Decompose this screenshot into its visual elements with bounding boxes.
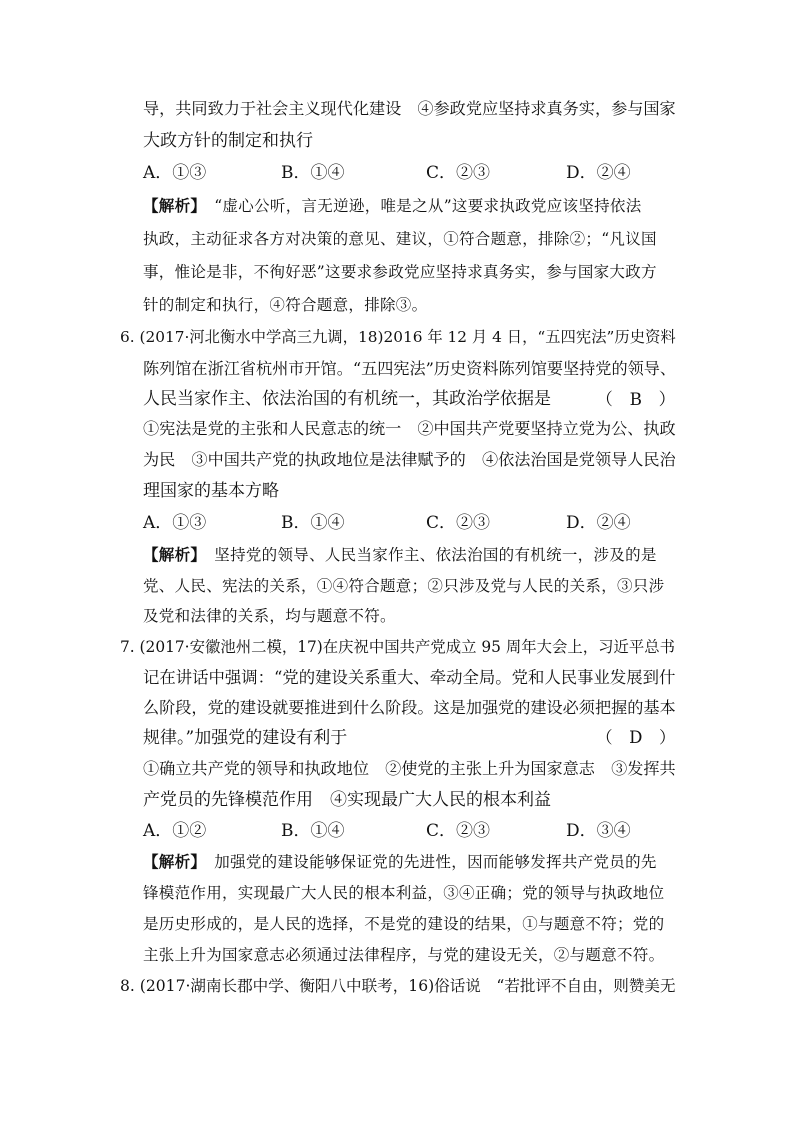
q6-explanation-line: 党、人民、宪法的关系，①④符合题意；②只涉及党与人民的关系，③只涉 — [143, 577, 665, 595]
q7-stem-line: 记在讲话中强调：“党的建设关系重大、牵动全局。党和人民事业发展到什 — [143, 668, 676, 687]
q5-stem-line: 导，共同致力于社会主义现代化建设 ④参政党应坚持求真务实，参与国家 — [143, 99, 676, 118]
q6-stem-line: 陈列馆在浙江省杭州市开馆。“五四宪法”历史资料陈列馆要坚持党的领导、 — [143, 359, 677, 378]
q8-stem-line: 8. (2017·湖南长郡中学、衡阳八中联考，16)俗话说 “若批评不自由，则赞美无 — [120, 977, 676, 995]
option-c: C．②③ — [426, 821, 491, 841]
q7-stem-line: 么阶段，党的建设就要推进到什么阶段。这是加强党的建设必须把握的基本 — [143, 698, 676, 717]
q5-stem-line: 大政方针的制定和执行 — [143, 131, 313, 151]
q6-answer: （ B ） — [596, 389, 676, 409]
option-d: D．②④ — [566, 513, 631, 533]
explanation-tag: 【解析】 — [143, 852, 199, 871]
q7-stem-line: ①确立共产党的领导和执政地位 ②使党的主张上升为国家意志 ③发挥共 — [143, 759, 676, 778]
q7-stem-line: 规律。”加强党的建设有利于 — [143, 728, 348, 748]
option-a: A．①③ — [143, 163, 207, 183]
q6-stem-line: 人民当家作主、依法治国的有机统一，其政治学依据是 — [143, 389, 551, 409]
option-c: C．②③ — [426, 163, 491, 183]
q7-explanation-line — [143, 851, 657, 873]
explanation-text: 坚持党的领导、人民当家作主、依法治国的有机统一，涉及的是 — [214, 546, 657, 564]
q5-explanation-line — [143, 195, 642, 217]
option-b: B．①④ — [281, 163, 345, 183]
q7-explanation-line: 锋模范作用，实现最广大人民的根本利益，③④正确；党的领导与执政地位 — [143, 884, 665, 902]
q7-explanation-line: 主张上升为国家意志必须通过法律程序，与党的建设无关，②与题意不符。 — [143, 946, 665, 964]
q6-stem-line: 理国家的基本方略 — [143, 481, 279, 501]
q7-stem-line: 7. (2017·安徽池州二模，17)在庆祝中国共产党成立 95 周年大会上，习近平总书 — [120, 638, 675, 656]
q5-explanation-line: 针的制定和执行，④符合题意，排除③。 — [143, 296, 428, 314]
q7-answer: （ D ） — [596, 728, 676, 747]
q6-options — [143, 512, 663, 534]
option-a: A．①③ — [143, 513, 207, 533]
q6-explanation-line — [143, 544, 657, 566]
q6-stem-line: 为民 ③中国共产党的执政地位是法律赋予的 ④依法治国是党领导人民治 — [143, 450, 676, 469]
option-c: C．②③ — [426, 513, 491, 533]
explanation-tag: 【解析】 — [143, 545, 199, 564]
option-b: B．①④ — [281, 821, 345, 841]
q5-explanation-line: 执政，主动征求各方对决策的意见、建议，①符合题意，排除②；“凡议国 — [143, 230, 657, 248]
option-a: A．①② — [143, 821, 207, 841]
q7-options — [143, 820, 663, 842]
q6-stem-line: ①宪法是党的主张和人民意志的统一 ②中国共产党要坚持立党为公、执政 — [143, 419, 676, 438]
q6-stem-line: 6. (2017·河北衡水中学高三九调，18)2016 年 12 月 4 日，“五四宪法”历史资料 — [120, 328, 676, 346]
option-d: D．②④ — [566, 163, 631, 183]
q5-options — [143, 162, 663, 184]
explanation-text: 加强党的建设能够保证党的先进性，因而能够发挥共产党员的先 — [214, 853, 657, 871]
q7-stem-line: 产党员的先锋模范作用 ④实现最广大人民的根本利益 — [143, 790, 551, 810]
option-b: B．①④ — [281, 513, 345, 533]
q7-explanation-line: 是历史形成的，是人民的选择，不是党的建设的结果，①与题意不符；党的 — [143, 915, 665, 933]
explanation-text: “虚心公听，言无逆逊，唯是之从”这要求执政党应该坚持依法 — [214, 197, 642, 215]
q5-explanation-line: 事，惟论是非，不徇好恶”这要求参政党应坚持求真务实，参与国家大政方 — [143, 263, 657, 281]
q6-explanation-line: 及党和法律的关系，均与题意不符。 — [143, 607, 396, 625]
explanation-tag: 【解析】 — [143, 196, 199, 215]
option-d: D．③④ — [566, 821, 631, 841]
